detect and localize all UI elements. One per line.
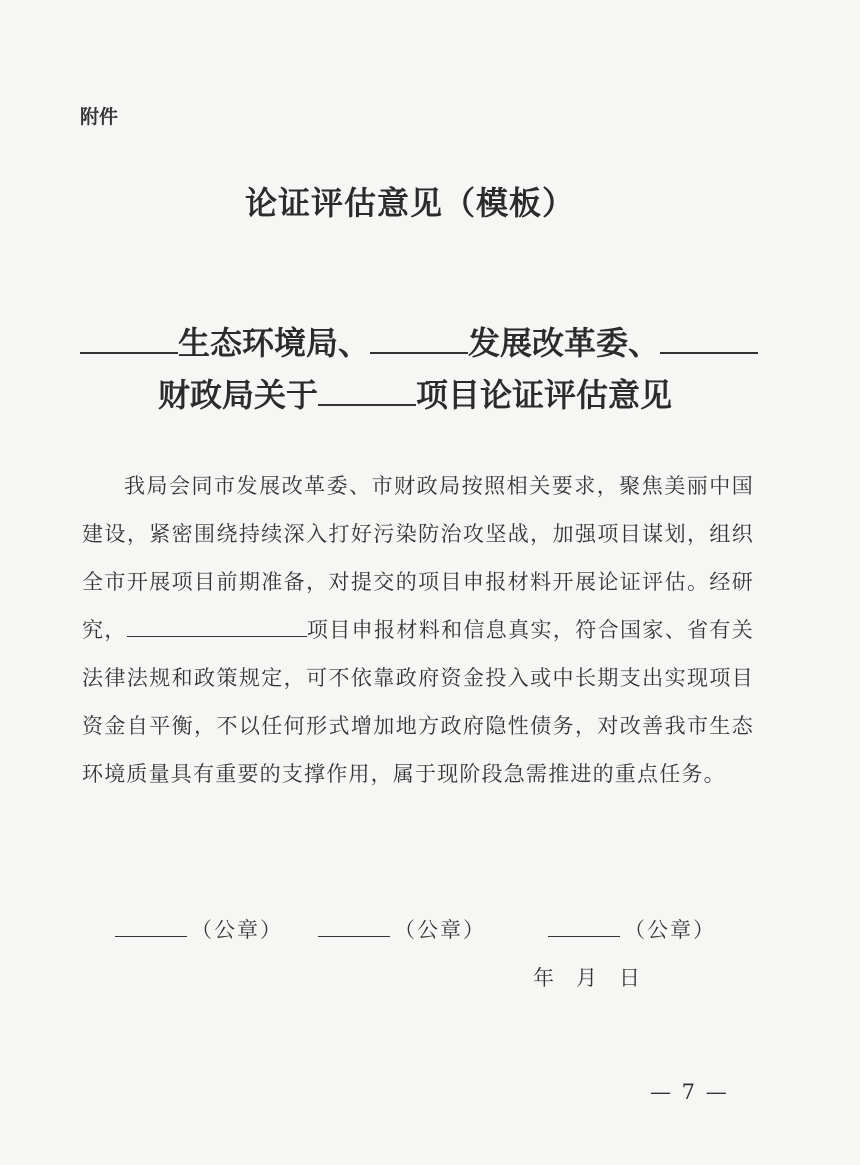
heading-line-1 <box>80 318 750 364</box>
blank-seal-1[interactable] <box>115 920 187 937</box>
heading-line-2 <box>80 370 750 416</box>
blank-study-project[interactable] <box>127 618 307 637</box>
body-text-part1: 我局会同市发展改革委、市财政局按照相关要求，聚焦美丽中国建设，紧密围绕持续深入打好污染防治攻坚战，加强项目谋划，组织全市开展项目前期准备，对提交的项目申报材料开展论证评估。经研究， <box>82 474 754 642</box>
date-month: 月 <box>576 966 599 990</box>
blank-seal-3[interactable] <box>548 920 620 937</box>
seal-label-3: （公章） <box>624 918 716 942</box>
date-year: 年 <box>533 966 556 990</box>
seal-label-2: （公章） <box>394 918 486 942</box>
date-line <box>533 962 662 992</box>
blank-seal-2[interactable] <box>318 920 390 937</box>
blank-city-dev[interactable] <box>370 330 468 354</box>
page-number: — 7 — <box>650 1080 729 1104</box>
attachment-label: 附件 <box>80 106 119 128</box>
heading-env-bureau: 生态环境局、 <box>178 324 371 362</box>
seal-slot-3 <box>548 914 716 944</box>
seal-slot-2 <box>318 914 486 944</box>
heading-dev-commission: 发展改革委、 <box>468 324 661 362</box>
heading-fin-bureau: 财政局关于 <box>157 376 318 414</box>
body-paragraph <box>82 462 754 798</box>
heading-project-suffix: 项目论证评估意见 <box>416 376 673 414</box>
seal-label-1: （公章） <box>191 918 283 942</box>
blank-city-fin[interactable] <box>660 330 758 354</box>
blank-city-env[interactable] <box>80 330 178 354</box>
blank-project-name[interactable] <box>318 382 416 406</box>
date-day: 日 <box>619 966 642 990</box>
document-title: 论证评估意见（模板） <box>244 184 575 222</box>
body-text-part2: 项目申报材料和信息真实，符合国家、省有关法律法规和政策规定，可不依靠政府资金投入或中长期支出实现项目资金自平衡，不以任何形式增加地方政府隐性债务，对改善我市生态环境质量具有重要的支撑作用，属于现阶段急需推进的重点任务。 <box>82 618 754 786</box>
seal-slot-1 <box>115 914 283 944</box>
